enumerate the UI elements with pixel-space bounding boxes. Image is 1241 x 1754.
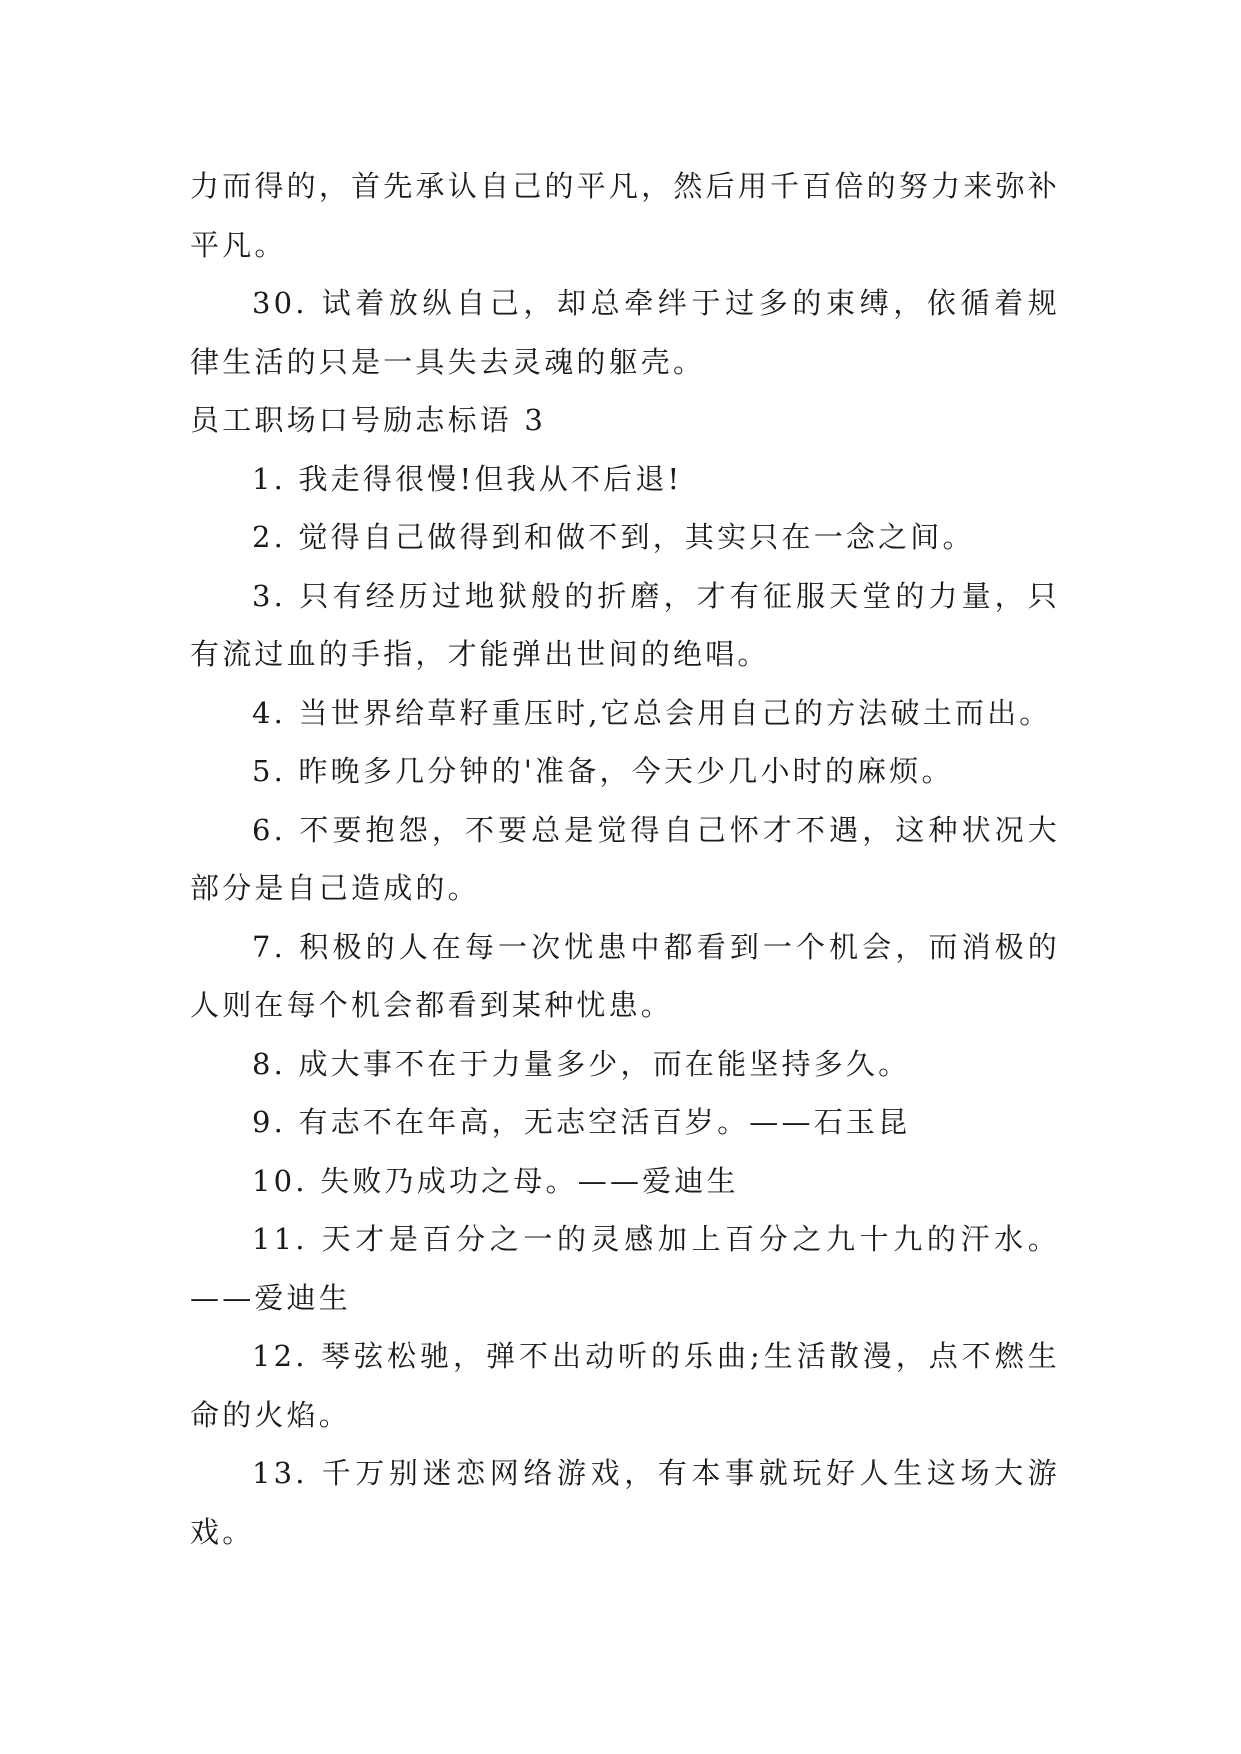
list-item-3: 3. 只有经历过地狱般的折磨，才有征服天堂的力量，只有流过血的手指，才能弹出世间的绝唱。 [190, 578, 1060, 671]
list-item-8: 8. 成大事不在于力量多少，而在能坚持多久。 [252, 1046, 911, 1081]
list-item-4: 4. 当世界给草籽重压时,它总会用自己的方法破土而出。 [252, 695, 1052, 730]
paragraph-continuation: 力而得的，首先承认自己的平凡，然后用千百倍的努力来弥补平凡。 [190, 169, 1060, 262]
list-item-12: 12. 琴弦松驰，弹不出动听的乐曲;生活散漫，点不燃生命的火焰。 [190, 1339, 1060, 1432]
list-item-30: 30. 试着放纵自己，却总牵绊于过多的束缚，依循着规律生活的只是一具失去灵魂的躯壳。 [190, 286, 1060, 379]
list-item-9: 9. 有志不在年高，无志空活百岁。——石玉昆 [252, 1105, 911, 1139]
list-item-11: 11. 天才是百分之一的灵感加上百分之九十九的汗水。——爱迪生 [190, 1222, 1060, 1315]
document-body [190, 157, 1060, 1561]
section-heading: 员工职场口号励志标语 3 [190, 403, 547, 437]
list-item-13: 13. 千万别迷恋网络游戏，有本事就玩好人生这场大游戏。 [190, 1456, 1060, 1549]
list-item-5: 5. 昨晚多几分钟的'准备，今天少几小时的麻烦。 [252, 754, 954, 788]
list-item-7: 7. 积极的人在每一次忧患中都看到一个机会，而消极的人则在每个机会都看到某种忧患。 [190, 929, 1060, 1022]
list-item-2: 2. 觉得自己做得到和做不到，其实只在一念之间。 [252, 520, 975, 554]
list-item-10: 10. 失败乃成功之母。——爱迪生 [252, 1163, 739, 1198]
list-item-1: 1. 我走得很慢!但我从不后退! [252, 461, 683, 496]
list-item-6: 6. 不要抱怨，不要总是觉得自己怀才不遇，这种状况大部分是自己造成的。 [190, 812, 1060, 905]
